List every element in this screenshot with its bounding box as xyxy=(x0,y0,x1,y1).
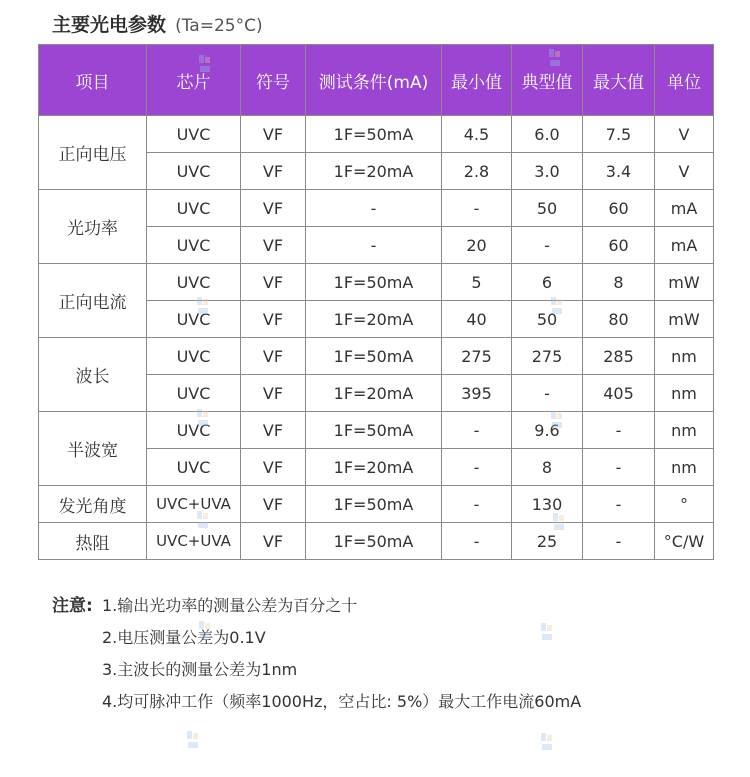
chip-cell: UVC xyxy=(147,375,241,412)
table-row xyxy=(39,412,714,449)
symbol-cell: VF xyxy=(241,116,306,153)
unit-cell: nm xyxy=(655,375,714,412)
note-line xyxy=(52,590,581,622)
typ-cell: 25 xyxy=(512,523,583,560)
chip-cell: UVC xyxy=(147,301,241,338)
table-row xyxy=(39,116,714,153)
watermark-logo-icon xyxy=(186,730,200,750)
item-cell: 光功率 xyxy=(39,190,147,264)
note-line xyxy=(52,622,581,654)
header-test-condition: 测试条件(mA) xyxy=(306,45,442,116)
symbol-cell: VF xyxy=(241,301,306,338)
table-row xyxy=(39,264,714,301)
title-main: 主要光电参数 xyxy=(52,14,167,36)
item-cell: 热阻 xyxy=(39,523,147,560)
min-cell: 20 xyxy=(442,227,512,264)
unit-cell: nm xyxy=(655,449,714,486)
watermark-logo-icon xyxy=(552,512,566,532)
unit-cell: mA xyxy=(655,190,714,227)
min-cell: - xyxy=(442,412,512,449)
max-cell: 60 xyxy=(583,227,655,264)
item-cell: 正向电流 xyxy=(39,264,147,338)
min-cell: - xyxy=(442,523,512,560)
min-cell: 4.5 xyxy=(442,116,512,153)
notes-label: 注意: xyxy=(52,596,93,616)
max-cell: 80 xyxy=(583,301,655,338)
chip-cell: UVC xyxy=(147,412,241,449)
typ-cell: 130 xyxy=(512,486,583,523)
chip-cell: UVC xyxy=(147,264,241,301)
item-cell: 半波宽 xyxy=(39,412,147,486)
max-cell: 60 xyxy=(583,190,655,227)
condition-cell: 1F=50mA xyxy=(306,116,442,153)
max-cell: 3.4 xyxy=(583,153,655,190)
max-cell: - xyxy=(583,449,655,486)
parameter-table xyxy=(38,44,714,560)
watermark-logo-icon xyxy=(196,408,210,428)
unit-cell: nm xyxy=(655,338,714,375)
min-cell: 40 xyxy=(442,301,512,338)
typ-cell: 50 xyxy=(512,301,583,338)
min-cell: - xyxy=(442,486,512,523)
header-min: 最小值 xyxy=(442,45,512,116)
condition-cell: 1F=50mA xyxy=(306,486,442,523)
unit-cell: °C/W xyxy=(655,523,714,560)
symbol-cell: VF xyxy=(241,486,306,523)
typ-cell: 3.0 xyxy=(512,153,583,190)
symbol-cell: VF xyxy=(241,338,306,375)
note-text: 3.主波长的测量公差为1nm xyxy=(102,660,298,679)
note-text: 2.电压测量公差为0.1V xyxy=(102,628,266,647)
item-cell: 波长 xyxy=(39,338,147,412)
symbol-cell: VF xyxy=(241,153,306,190)
typ-cell: 8 xyxy=(512,449,583,486)
header-item: 项目 xyxy=(39,45,147,116)
header-symbol: 符号 xyxy=(241,45,306,116)
unit-cell: mA xyxy=(655,227,714,264)
typ-cell: 275 xyxy=(512,338,583,375)
unit-cell: V xyxy=(655,116,714,153)
symbol-cell: VF xyxy=(241,264,306,301)
max-cell: - xyxy=(583,412,655,449)
header-unit: 单位 xyxy=(655,45,714,116)
symbol-cell: VF xyxy=(241,523,306,560)
header-typ: 典型值 xyxy=(512,45,583,116)
max-cell: - xyxy=(583,523,655,560)
watermark-logo-icon xyxy=(196,510,210,530)
max-cell: 285 xyxy=(583,338,655,375)
note-line xyxy=(52,654,581,686)
chip-cell: UVC+UVA xyxy=(147,486,241,523)
max-cell: 7.5 xyxy=(583,116,655,153)
unit-cell: nm xyxy=(655,412,714,449)
watermark-logo-icon xyxy=(196,296,210,316)
condition-cell: 1F=50mA xyxy=(306,264,442,301)
note-line xyxy=(52,686,581,718)
typ-cell: - xyxy=(512,227,583,264)
notes-section xyxy=(52,590,581,718)
min-cell: 395 xyxy=(442,375,512,412)
note-text: 1.输出光功率的测量公差为百分之十 xyxy=(102,596,358,615)
min-cell: - xyxy=(442,190,512,227)
watermark-logo-icon xyxy=(198,54,212,74)
condition-cell: - xyxy=(306,190,442,227)
section-title xyxy=(52,10,263,40)
watermark-logo-icon xyxy=(540,732,554,752)
symbol-cell: VF xyxy=(241,412,306,449)
watermark-logo-icon xyxy=(548,48,562,68)
table-row xyxy=(39,338,714,375)
typ-cell: 50 xyxy=(512,190,583,227)
typ-cell: - xyxy=(512,375,583,412)
watermark-logo-icon xyxy=(550,296,564,316)
condition-cell: 1F=20mA xyxy=(306,301,442,338)
header-chip: 芯片 xyxy=(147,45,241,116)
condition-cell: 1F=50mA xyxy=(306,338,442,375)
chip-cell: UVC xyxy=(147,227,241,264)
chip-cell: UVC xyxy=(147,338,241,375)
symbol-cell: VF xyxy=(241,190,306,227)
min-cell: 275 xyxy=(442,338,512,375)
condition-cell: 1F=20mA xyxy=(306,153,442,190)
condition-cell: 1F=50mA xyxy=(306,523,442,560)
unit-cell: ° xyxy=(655,486,714,523)
max-cell: 405 xyxy=(583,375,655,412)
symbol-cell: VF xyxy=(241,227,306,264)
chip-cell: UVC xyxy=(147,153,241,190)
table-header-row xyxy=(39,45,714,116)
unit-cell: mW xyxy=(655,264,714,301)
min-cell: - xyxy=(442,449,512,486)
unit-cell: V xyxy=(655,153,714,190)
note-text: 4.均可脉冲工作（频率1000Hz，空占比: 5%）最大工作电流60mA xyxy=(102,692,582,711)
table-row xyxy=(39,190,714,227)
max-cell: - xyxy=(583,486,655,523)
typ-cell: 9.6 xyxy=(512,412,583,449)
chip-cell: UVC+UVA xyxy=(147,523,241,560)
condition-cell: 1F=50mA xyxy=(306,412,442,449)
table-row xyxy=(39,486,714,523)
condition-cell: 1F=20mA xyxy=(306,375,442,412)
chip-cell: UVC xyxy=(147,116,241,153)
item-cell: 发光角度 xyxy=(39,486,147,523)
watermark-logo-icon xyxy=(550,410,564,430)
typ-cell: 6 xyxy=(512,264,583,301)
condition-cell: 1F=20mA xyxy=(306,449,442,486)
min-cell: 2.8 xyxy=(442,153,512,190)
unit-cell: mW xyxy=(655,301,714,338)
symbol-cell: VF xyxy=(241,375,306,412)
title-condition: (Ta=25°C) xyxy=(175,16,263,36)
min-cell: 5 xyxy=(442,264,512,301)
item-cell: 正向电压 xyxy=(39,116,147,190)
symbol-cell: VF xyxy=(241,449,306,486)
header-max: 最大值 xyxy=(583,45,655,116)
chip-cell: UVC xyxy=(147,190,241,227)
table-row xyxy=(39,523,714,560)
typ-cell: 6.0 xyxy=(512,116,583,153)
chip-cell: UVC xyxy=(147,449,241,486)
condition-cell: - xyxy=(306,227,442,264)
max-cell: 8 xyxy=(583,264,655,301)
watermark-logo-icon xyxy=(198,620,212,640)
watermark-logo-icon xyxy=(540,622,554,642)
